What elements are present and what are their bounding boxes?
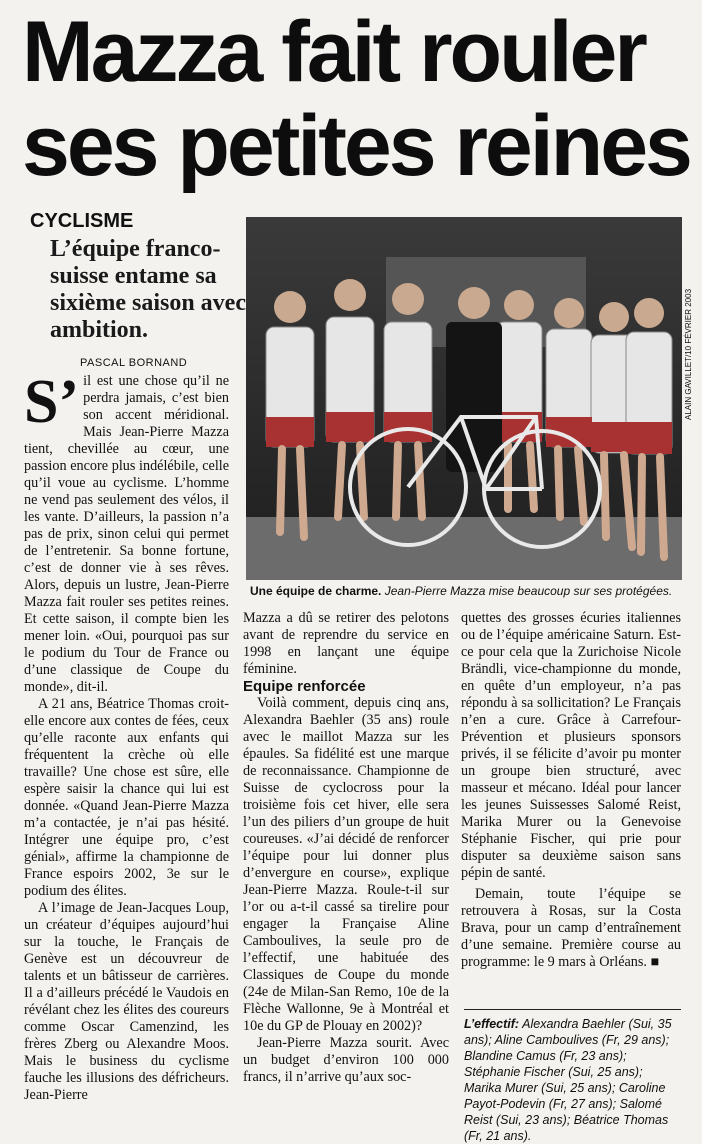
paragraph: A l’image de Jean-Jacques Loup, un créateur d’équipes aujourd’hui sur la touche, le Français de Genève est un découvreur de talents et un bâtisseur de carrières. Il a d’ailleurs précédé le Vaudois en révélant chez les élites des coureurs comme Oscar Camenzind, les frères Zberg ou Alexandre Moos. Mais le business du cyclisme fauche les illusions des défricheurs. Jean-Pierre (24, 900, 229, 1103)
headline-line-2: ses petites reines (22, 98, 690, 194)
section-rubric: CYCLISME (30, 210, 134, 232)
byline: PASCAL BORNAND (80, 357, 188, 369)
paragraph: Jean-Pierre Mazza sourit. Avec un budget d’environ 100 000 francs, il n’arrive qu’aux soc- (243, 1035, 449, 1085)
paragraph: quettes des grosses écuries italiennes ou de l’équipe américaine Saturn. Est-ce pour cela que la Zurichoise Nicole Brändli, vice-championne du monde, en quête d’un employeur, n’a pas répondu à sa sollicitation? Le Français n’en a cure. Grâce à Carrefour-Prévention et plusieurs sponsors privés, il se félicite d’avoir pu monter un groupe bien structuré, avec masseur et mécano. Idéal pour lancer les jeunes Suissesses Salomé Reist, Marika Murer ou la Genevoise Stéphanie Fischer, qui prie pour disputer sa deuxième saison sans pépin de santé. (461, 610, 681, 881)
roster-text: Alexandra Baehler (Sui, 35 ans); Aline Camboulives (Fr, 29 ans); Blandine Camus (Fr, 23 ans); Stéphanie Fischer (Sui, 25 ans); Marika Murer (Sui, 25 ans); Caroline Payot-Podevin (Fr, 27 ans); Salomé Reist (Sui, 23 ans); Béatrice Thomas (Fr, 21 ans). (464, 1017, 672, 1143)
drop-cap: S’ (24, 368, 80, 436)
caption-italic: Jean-Pierre Mazza mise beaucoup sur ses protégées. (384, 584, 673, 598)
subheading: Equipe renforcée (243, 678, 366, 695)
team-roster-box (464, 1016, 682, 1144)
team-photo (246, 217, 682, 580)
photo-credit (682, 220, 696, 420)
paragraph (24, 368, 229, 696)
deck-subtitle: L’équipe franco-suisse entame sa sixième saison avec ambition. (50, 236, 246, 343)
photo-credit-text: ALAIN GAVILLET/10 FÉVRIER 2003 (684, 288, 693, 420)
headline-line-1: Mazza fait rouler (22, 4, 645, 100)
article-column-2 (243, 610, 449, 1086)
paragraph: Demain, toute l’équipe se retrouvera à Rosas, sur la Costa Brava, pour un camp d’entraînement d’une semaine. Première course au programme: le 9 mars à Orléans. ■ (461, 886, 681, 970)
article-column-1 (24, 368, 229, 1104)
team-photo-illustration (246, 217, 682, 580)
caption-bold: Une équipe de charme. (250, 584, 382, 598)
article-column-3 (461, 610, 681, 971)
paragraph: Mazza a dû se retirer des pelotons avant de reprendre du service en 1998 en lançant une équipe féminine. (243, 610, 449, 677)
photo-caption (250, 584, 690, 598)
roster-label: L’effectif: (464, 1017, 520, 1031)
paragraph: A 21 ans, Béatrice Thomas croit-elle encore aux contes de fées, ceux qu’elle raconte aux enfants qui fréquentent la crèche où elle travaille? Une chose est sûre, elle espère saisir la chance qui lui est donnée. «Quand Jean-Pierre Mazza m’a contactée, je n’ai pas hésité. Intégrer une équipe pro, c’est génial», affirme la championne de France espoirs 2002, 3e sur le podium des élites. (24, 696, 229, 899)
effectif-divider (464, 1009, 681, 1010)
paragraph-text: il est une chose qu’il ne perdra jamais, c’est bien son accent méridional. Mais Jean-Pierre Mazza tient, chevillée au cœur, une passion encore plus indélébile, celle qu’il voue au cyclisme. L’homme ne vend pas seulement des vélos, il les vante. D’ailleurs, la passion n’a pas de prix, sinon celui qui permet de l’entretenir. Sa bonne fortune, c’est de donner vie à ses rêves. Alors, depuis un lustre, Jean-Pierre Mazza fait rouler ses petites reines. Et cette saison, il compte bien les mener loin. «Oui, pourquoi pas sur le podium du Tour de France ou d’une classique de Coupe du monde», dit-il. (24, 373, 229, 695)
paragraph: Voilà comment, depuis cinq ans, Alexandra Baehler (35 ans) roule avec le maillot Mazza sur les épaules. Sa fidélité est une marque de reconnaissance. Championne de Suisse de cyclocross pour la troisième fois cet hiver, elle sera l’un des piliers d’un groupe de huit coureuses. «J’ai décidé de renforcer l’équipe pour lui donner plus d’envergure en course», explique Jean-Pierre Mazza. Roule-t-il sur l’or ou a-t-il cassé sa tirelire pour engager la Française Aline Camboulives, la seule pro de l’effectif, une habituée des Classiques de Coupe du monde (24e de Milan-San Remo, 10e de la Flèche Wallonne, 9e à Montréal et 10e du GP de Plouay en 2002)? (243, 695, 449, 1034)
